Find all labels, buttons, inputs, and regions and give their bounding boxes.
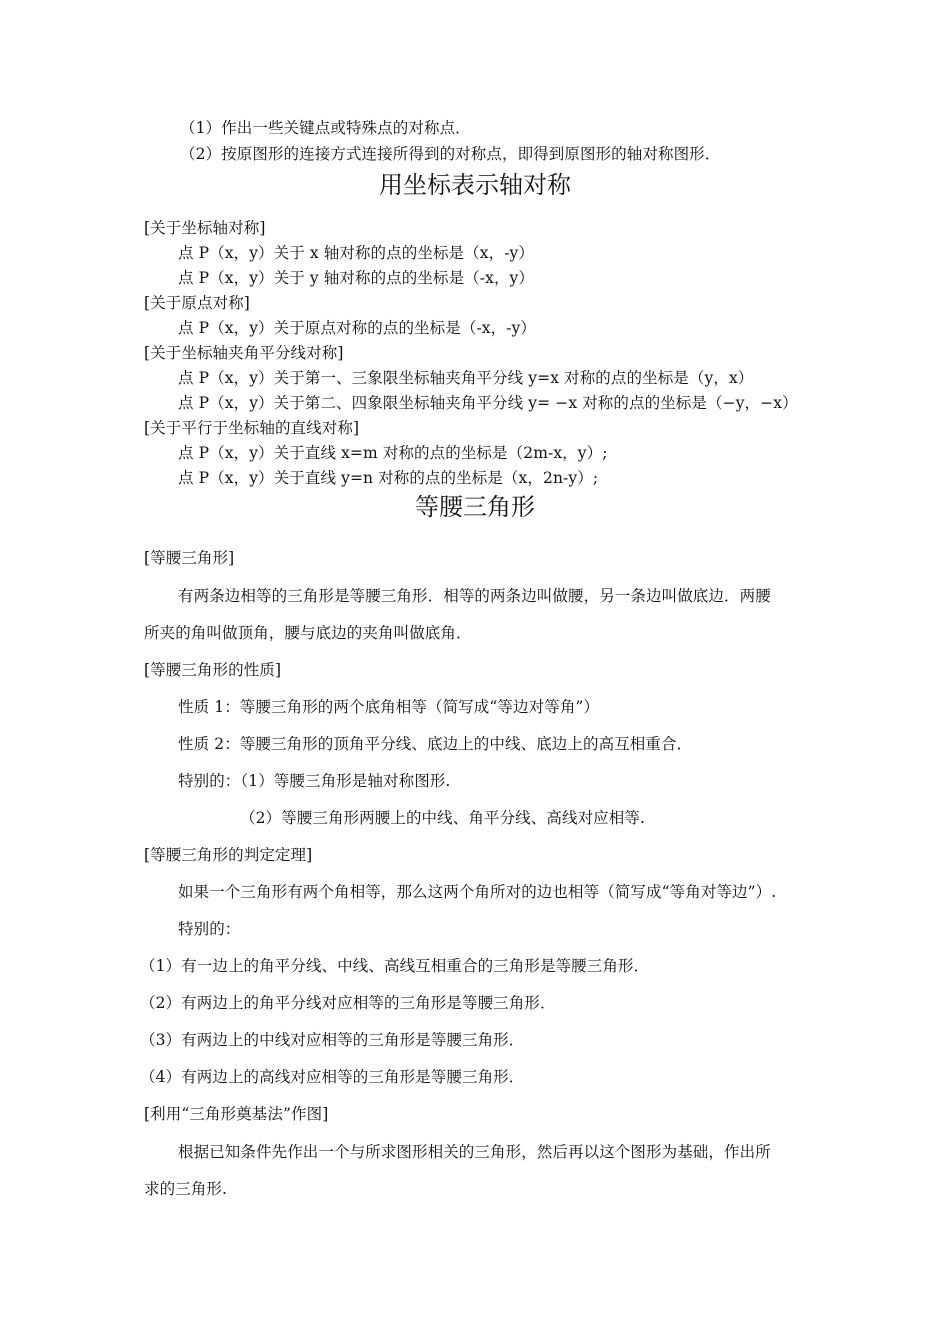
heading-construction-method: [利用“三角形奠基法”作图] [144,1105,329,1123]
section-title-symmetry: 用坐标表示轴对称 [379,171,571,199]
definition-line-1: 有两条边相等的三角形是等腰三角形．相等的两条边叫做腰，另一条边叫做底边．两腰 [178,587,771,605]
rule-x-axis: 点 P（x，y）关于 x 轴对称的点的坐标是（x，-y） [178,244,534,262]
heading-axis-symmetry: [关于坐标轴对称] [144,219,266,237]
heading-origin-symmetry: [关于原点对称] [144,294,250,312]
step-1: （1）作出一些关键点或特殊点的对称点． [180,119,471,137]
rule-bisector-2: 点 P（x，y）关于第二、四象限坐标轴夹角平分线 y= −x 对称的点的坐标是（−y，−x） [178,394,798,412]
step-2: （2）按原图形的连接方式连接所得到的对称点，即得到原图形的轴对称图形． [180,145,721,163]
heading-isosceles-properties: [等腰三角形的性质] [144,661,282,679]
judgement-item-3: （3）有两边上的中线对应相等的三角形是等腰三角形． [140,1031,525,1049]
rule-parallel-2: 点 P（x，y）关于直线 y=n 对称的点的坐标是（x，2n-y）; [178,469,599,487]
judgement-item-4: （4）有两边上的高线对应相等的三角形是等腰三角形． [140,1068,525,1086]
heading-isosceles-definition: [等腰三角形] [144,549,235,567]
section-title-isosceles: 等腰三角形 [415,493,535,521]
judgement-special-label: 特别的： [178,920,241,938]
special-note-2: （2）等腰三角形两腰上的中线、角平分线、高线对应相等. [240,809,645,827]
heading-bisector-symmetry: [关于坐标轴夹角平分线对称] [144,344,344,362]
heading-isosceles-judgement: [等腰三角形的判定定理] [144,846,313,864]
rule-bisector-1: 点 P（x，y）关于第一、三象限坐标轴夹角平分线 y=x 对称的点的坐标是（y，x） [178,369,754,387]
judgement-theorem: 如果一个三角形有两个角相等，那么这两个角所对的边也相等（简写成“等角对等边”）. [178,883,777,901]
definition-line-2: 所夹的角叫做顶角，腰与底边的夹角叫做底角． [144,624,472,642]
property-1: 性质 1：等腰三角形的两个底角相等（简写成“等边对等角”） [178,698,600,716]
rule-origin: 点 P（x，y）关于原点对称的点的坐标是（-x，-y） [178,319,537,337]
rule-y-axis: 点 P（x，y）关于 y 轴对称的点的坐标是（-x，y） [178,269,535,287]
property-2: 性质 2：等腰三角形的顶角平分线、底边上的中线、底边上的高互相重合． [178,735,693,753]
judgement-item-1: （1）有一边上的角平分线、中线、高线互相重合的三角形是等腰三角形． [140,957,650,975]
method-line-2: 求的三角形. [144,1180,228,1198]
method-line-1: 根据已知条件先作出一个与所求图形相关的三角形，然后再以这个图形为基础，作出所 [178,1143,771,1161]
rule-parallel-1: 点 P（x，y）关于直线 x=m 对称的点的坐标是（2m-x，y）; [178,444,608,462]
special-note-1: 特别的：（1）等腰三角形是轴对称图形. [178,772,451,790]
heading-parallel-symmetry: [关于平行于坐标轴的直线对称] [144,419,360,437]
judgement-item-2: （2）有两边上的角平分线对应相等的三角形是等腰三角形． [140,994,556,1012]
